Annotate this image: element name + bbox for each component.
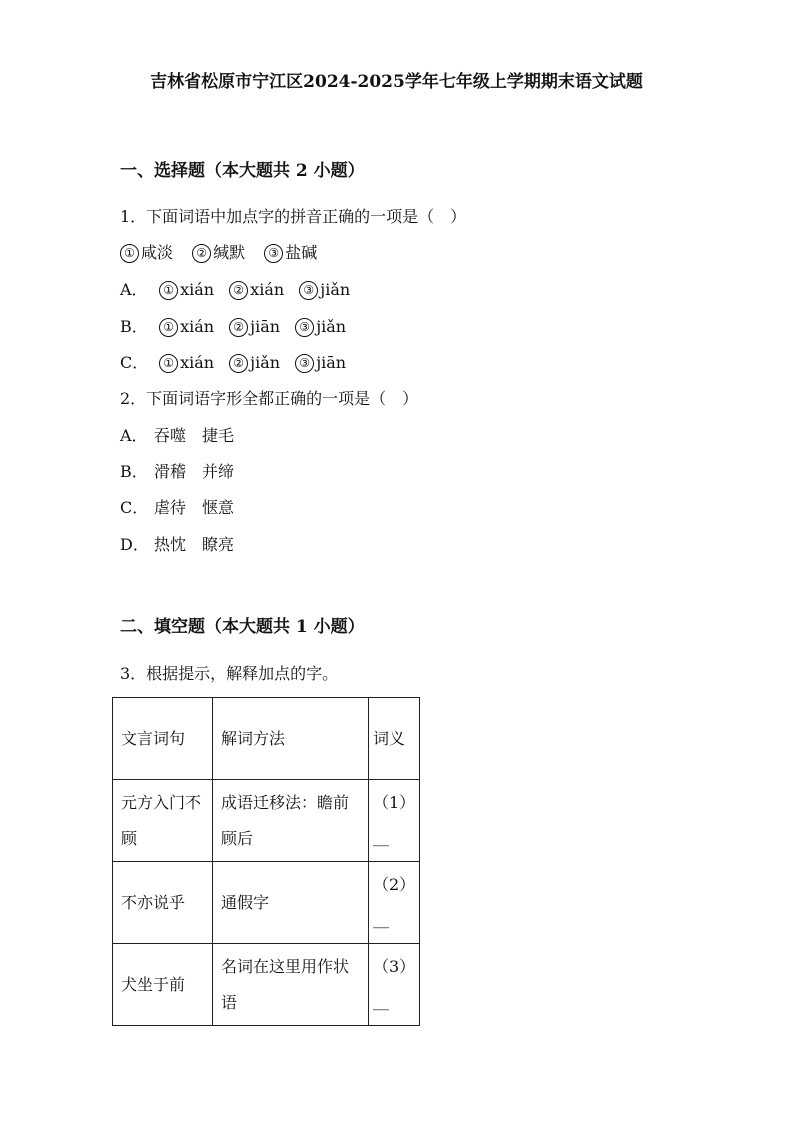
option-part — [295, 353, 346, 373]
option-part — [159, 317, 214, 337]
table-header-cell: 词义 — [369, 698, 420, 780]
option-text: 虐待 惬意 — [154, 498, 235, 517]
circled-number: ① — [159, 354, 178, 373]
option-letter: B． — [120, 462, 148, 481]
circled-number: ③ — [264, 244, 283, 263]
word-item — [120, 243, 173, 263]
table-row — [113, 862, 420, 944]
question-2-option-b — [120, 462, 234, 482]
question-1-stem: 1．下面词语中加点字的拼音正确的一项是（ ） — [120, 207, 467, 226]
option-part — [229, 280, 284, 300]
circled-number: ③ — [295, 354, 314, 373]
option-part — [295, 317, 346, 337]
option-part — [229, 317, 280, 337]
question-2-option-a — [120, 426, 234, 446]
pinyin: jiǎn — [320, 280, 351, 299]
answer-blank[interactable]: （2）＿ — [369, 862, 420, 944]
circled-number: ③ — [295, 318, 314, 337]
table-row — [113, 780, 420, 862]
question-1-words — [120, 243, 331, 263]
pinyin: xián — [180, 317, 215, 336]
word-item — [264, 243, 317, 263]
question-2-option-d — [120, 535, 234, 555]
circled-number: ① — [159, 281, 178, 300]
table-header-cell: 文言词句 — [113, 698, 213, 780]
table-cell: 通假字 — [213, 862, 369, 944]
vocab-table — [112, 697, 420, 1026]
question-2-stem: 2．下面词语字形全都正确的一项是（ ） — [120, 389, 419, 408]
option-text: 热忱 瞭亮 — [154, 535, 235, 554]
option-text: 滑稽 并缔 — [154, 462, 235, 481]
table-cell: 名词在这里用作状语 — [213, 944, 369, 1026]
pinyin: jiǎn — [316, 317, 347, 336]
word-text: 盐碱 — [285, 243, 318, 262]
option-letter: C． — [120, 353, 149, 372]
table-header-row — [113, 698, 420, 780]
circled-number: ② — [192, 244, 211, 263]
pinyin: xián — [180, 353, 215, 372]
option-letter: A． — [120, 280, 148, 299]
question-1-option-c — [120, 353, 356, 373]
option-text: 吞噬 捷毛 — [154, 426, 235, 445]
circled-number: ③ — [299, 281, 318, 300]
word-text: 缄默 — [213, 243, 246, 262]
question-1-option-a — [120, 280, 360, 300]
table-row — [113, 944, 420, 1026]
option-part — [229, 353, 280, 373]
section-heading-fill: 二、填空题（本大题共 1 小题） — [120, 617, 365, 637]
table-cell: 成语迁移法：瞻前顾后 — [213, 780, 369, 862]
circled-number: ① — [120, 244, 139, 263]
question-1-option-b — [120, 317, 356, 337]
option-part — [299, 280, 350, 300]
question-2-option-c — [120, 498, 234, 518]
answer-blank[interactable]: （1）＿ — [369, 780, 420, 862]
pinyin: jiān — [250, 317, 281, 336]
option-letter: B． — [120, 317, 148, 336]
pinyin: xián — [180, 280, 215, 299]
table-cell: 元方入门不顾 — [113, 780, 213, 862]
word-text: 咸淡 — [141, 243, 174, 262]
pinyin: xián — [250, 280, 285, 299]
pinyin: jiān — [316, 353, 347, 372]
page-title: 吉林省松原市宁江区2024-2025学年七年级上学期期末语文试题 — [150, 72, 643, 92]
option-letter: D． — [120, 535, 149, 554]
section-heading-choice: 一、选择题（本大题共 2 小题） — [120, 161, 365, 181]
pinyin: jiǎn — [250, 353, 281, 372]
option-letter: C． — [120, 498, 149, 517]
table-header-cell: 解词方法 — [213, 698, 369, 780]
option-letter: A． — [120, 426, 148, 445]
option-part — [159, 280, 214, 300]
word-item — [192, 243, 245, 263]
circled-number: ② — [229, 318, 248, 337]
circled-number: ② — [229, 354, 248, 373]
answer-blank[interactable]: （3）＿ — [369, 944, 420, 1026]
table-cell: 犬坐于前 — [113, 944, 213, 1026]
circled-number: ② — [229, 281, 248, 300]
question-3-stem: 3．根据提示，解释加点的字。 — [120, 664, 339, 683]
circled-number: ① — [159, 318, 178, 337]
option-part — [159, 353, 214, 373]
table-cell: 不亦说乎 — [113, 862, 213, 944]
